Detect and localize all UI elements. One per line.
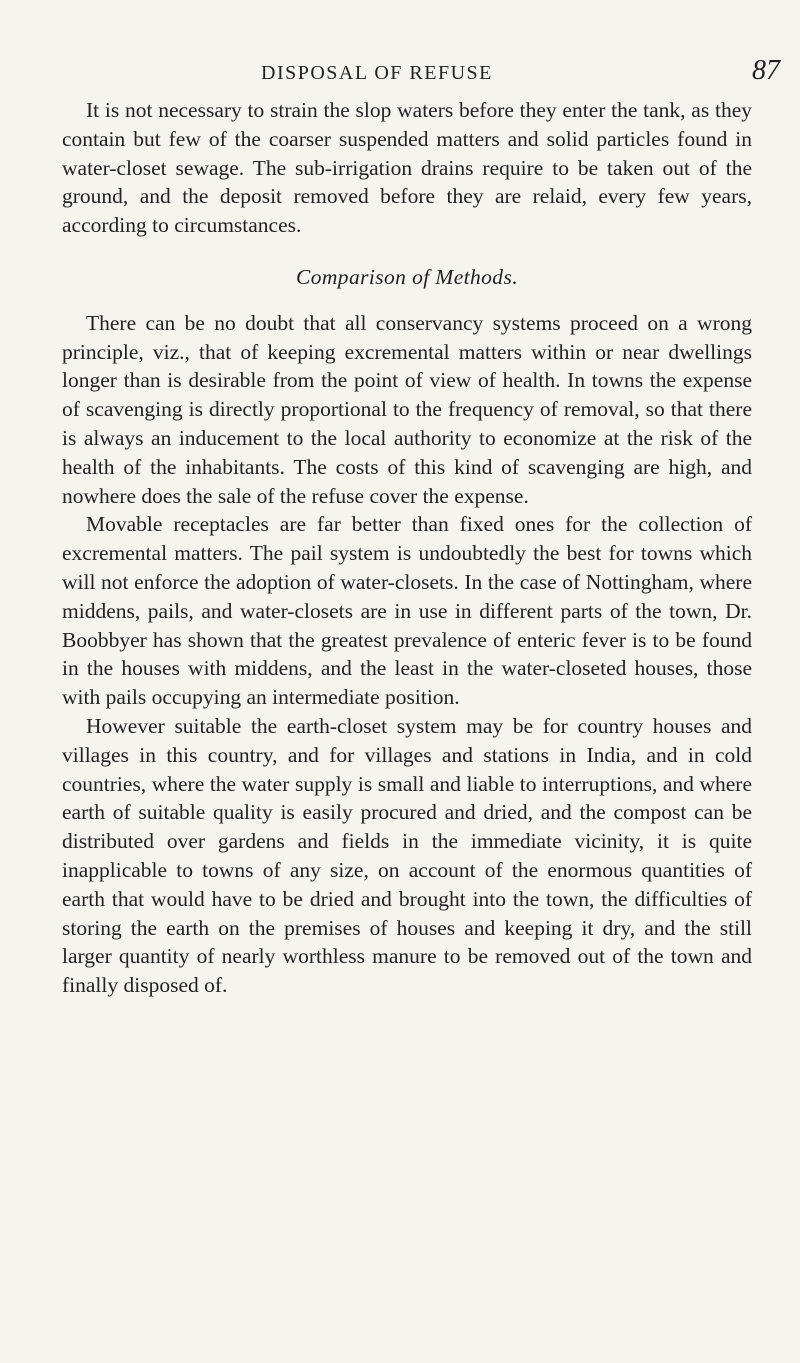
- section-heading: Comparison of Methods.: [295, 264, 518, 289]
- body-text: [62, 96, 752, 1000]
- paragraph-slop-waters: It is not necessary to strain the slop waters before they enter the tank, as they contain but few of the coarser suspended matters and solid particles found in water-closet sewage. The sub-irrigation drains require to be taken out of the ground, and the deposit removed before they are relaid, every few years, according to circumstances.: [62, 98, 752, 238]
- paragraph-earth-closet: However suitable the earth-closet system may be for country houses and villages in this country, and for villages and stations in India, and in cold countries, where the water supply is small and liable to interruptions, and where earth of suitable quality is easily procured and dried, and the compost can be distributed over gardens and fields in the immediate vicinity, it is quite inapplicable to towns of any size, on account of the enormous quantities of earth that would have to be dried and brought into the town, the difficulties of storing the earth on the premises of houses and keeping it dry, and the still larger quantity of nearly worthless manure to be removed out of the town and finally disposed of.: [62, 713, 752, 998]
- page-number: 87: [752, 55, 780, 86]
- paragraph-movable-receptacles: Movable receptacles are far better than fixed ones for the collection of excremental matters. The pail system is undoubtedly the best for towns which will not enforce the adoption of water-closets. In the case of Nottingham, where middens, pails, and water-closets are in use in different parts of the town, Dr. Boobbyer has shown that the greatest prevalence of enteric fever is to be found in the houses with middens, and the least in the water-closeted houses, those with pails occupying an intermediate position.: [62, 512, 752, 710]
- paragraph-conservancy-systems: There can be no doubt that all conservancy systems proceed on a wrong principle, viz., that of keeping excremental matters within or near dwellings longer than is desirable from the point of view of health. In towns the expense of scavenging is directly proportional to the frequency of removal, so that there is always an inducement to the local authority to economize at the risk of the health of the inhabitants. The costs of this kind of scavenging are high, and nowhere does the sale of the refuse cover the expense.: [62, 310, 752, 508]
- running-header: DISPOSAL OF REFUSE: [261, 62, 493, 84]
